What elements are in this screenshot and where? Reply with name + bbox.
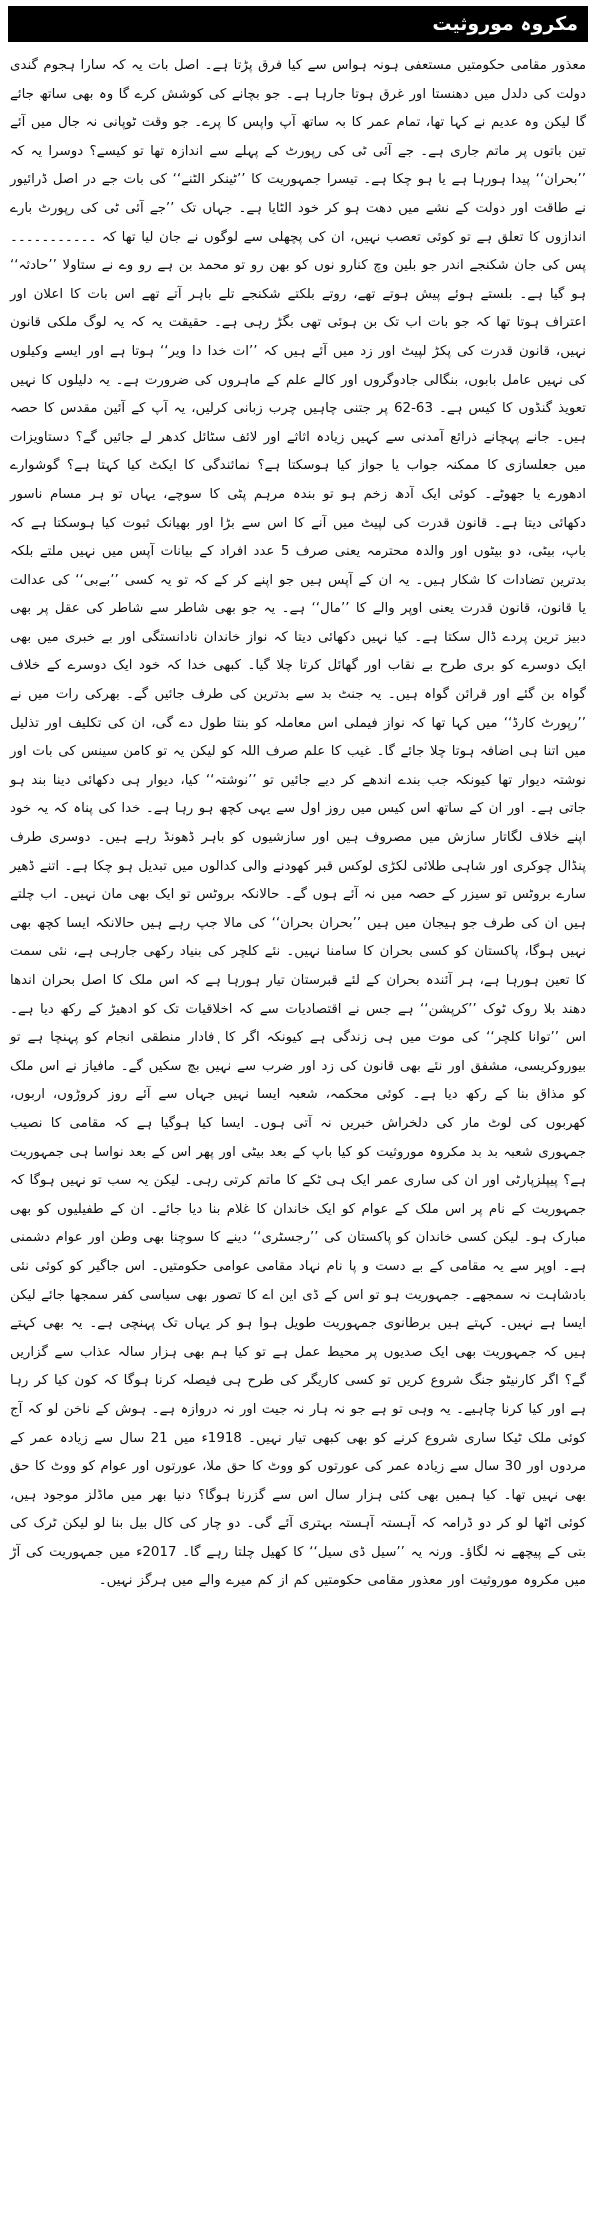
article-sentence: لیکن کسی خاندان کو پاکستان کی ’’رجسٹری‘‘ دینے کا سوچنا بھی وطن اور عوام دشمنی ہے۔ bbox=[10, 1230, 587, 1274]
article-sentence: غیب کا علم صرف اللہ کو لیکن یہ تو کامن سینس کی بات اور نوشتہ دیوار تھا کیونکہ جب بندے اندھے کر دیے جائیں تو ’’نوشتہ‘‘ کیا، دیوار ہی دکھائی دینا بند ہو جاتی ہے۔ bbox=[10, 744, 586, 817]
article-sentence: جو بچانے کی کوشش کرے گا وہ بھی ساتھ جائے گا لیکن وہ عدیم نے کہا تھا، تمام عمر کا بہ ساتھ آپ واپس کا پرے۔ bbox=[10, 86, 586, 131]
article-sentence: کوئی ایک آدھ زخم ہو تو بندہ مرہم پٹی کا سوچے، یہاں تو ہر مسام ناسور دکھائی دیتا ہے۔ bbox=[10, 486, 586, 531]
article-sentence: قانون قدرت کی لپیٹ میں آنے کا اس سے بڑا اور بھیانک ثبوت کیا ہوسکتا ہے کہ باپ، بیٹی، دو بیٹوں اور والدہ محترمہ یعنی صرف 5 عدد افراد کے بیانات آپس میں نہیں ملتے بلکہ بدترین تضادات کا شکار ہیں۔ bbox=[10, 515, 586, 588]
article-sentence: کبھی خدا کہ خود ایک دوسرے کے خلاف گواہ بن گئے اور قرائن گواہ ہیں۔ bbox=[10, 658, 586, 703]
article-sentence: یہ ان کے آپس ہیں جو اپنے کر کے کہ تو یہ کسی ’’بےبی‘‘ کی عدالت یا قانون، قانون قدرت یعنی اوپر والے کا ’’مال‘‘ ہے۔ bbox=[10, 572, 586, 617]
article-sentence: جو وقت ٹوپانی نہ جال میں آئے تین باتوں پر ماتم جاری ہے۔ bbox=[10, 115, 586, 159]
article-sentence: پیپلزپارٹی اور ان کی ساری عمر ایک ہی ٹکے کا ماتم کرتی رہی۔ bbox=[184, 1173, 558, 1189]
article-title: مکروہ موروثیت bbox=[432, 13, 578, 35]
article-sentence: کیا نہیں دکھائی دیتا کہ نواز خاندان نادانستگی اور بے خبری میں بھی ایک دوسرے کو بری طرح بے نقاب اور گھائل کرتا چلا گیا۔ bbox=[10, 629, 586, 674]
article-sentence: 1918ء میں 21 سال سے زیادہ عمر کے مردوں اور 30 سال سے زیادہ عمر کی عورتوں کو ووٹ کا حق ملا، عورتوں اور عوام کو ووٹ کا حق بھی نہیں تھا۔ bbox=[10, 1430, 586, 1503]
article-sentence: تیسرا جمہوریت کا ’’ٹینکر الٹنے‘‘ کی بات جے در اصل ڈرائیور نے طاقت اور دولت کے نشے میں دھت ہو کر خود الٹایا ہے۔ bbox=[10, 172, 586, 216]
article-sentence: ورنہ یہ ’’سیل ڈی سیل‘‘ کا کھیل چلتا رہے گا۔ bbox=[182, 1544, 453, 1560]
article-sentence: کہتے ہیں برطانوی جمہوریت طویل ہوا ہو کر یہاں تک پہنچی ہے۔ bbox=[89, 1316, 493, 1332]
article-sentence: یہ جنٹ بد سے بدترین کی طرف جائیں گے۔ bbox=[126, 687, 382, 703]
article-sentence: یہ دلیلوں کا نہیں تعویذ گنڈوں کا کیس ہے۔ bbox=[10, 372, 586, 417]
article-sentence: ان کے طفیلیوں کو بھی مبارک ہو۔ bbox=[10, 1201, 586, 1246]
article-sentence: یہ جو بھی شاطر سے شاطر کی عقل پر بھی دبیز ترین پردے ڈال سکتا ہے۔ bbox=[10, 601, 586, 645]
article-sentence: مافیاز نے اس ملک کو مذاق بنا کے رکھ دیا ہے۔ bbox=[10, 1058, 586, 1103]
article-sentence: اصل بات یہ کہ سارا ہجوم گندی دولت کی دلدل میں دھنستا اور غرق ہوتا جارہا ہے۔ bbox=[10, 58, 586, 102]
article-sentence: نمائندگی کا ایکٹ کیا کہتا ہے؟ bbox=[66, 458, 251, 474]
article-sentence: دو چار کی کال بیل بنا لو لیکن ٹرک کی بتی کے پیچھے نہ لگاؤ۔ bbox=[10, 1516, 587, 1560]
article-sentence: 63-62 پر جتنی چاہیں چرب زبانی کرلیں، یہ آپ کے آئین مقدس کا حصہ ہیں۔ bbox=[10, 401, 586, 445]
article-sentence: یہ بھی کہتے ہیں کہ جمہوریت بھی ایک صدیوں پر محیط عمل ہے تو کیا ہم بھی ہزار سالہ عذاب سے گزاریں گے؟ bbox=[10, 1316, 586, 1389]
article-sentence: اس ’’توانا کلچر‘‘ کی موت میں ہی زندگی ہے کیونکہ اگر کا ٖفادار منطقی انجام کو پہنچا ہے تو بیوروکریسی، مشفق اور نئے بھی قانون کی زد اور ضرب سے نہیں بچ سکیں گے۔ bbox=[10, 1030, 586, 1074]
article-sentence: دوسرا یہ کہ ’’بحران‘‘ پیدا ہورہا ہے یا ہو چکا ہے۔ bbox=[10, 143, 586, 188]
article-sentence: بلستے ہوئے پیش ہوتے تھے، روتے بلکتے شکنجے تلے باہر آتے تھے اس بات کا اعلان اور اعتراف ہوتا تھا کہ جو بات اب تک بن ہوئی تھی بگڑ رہی ہے۔ bbox=[10, 286, 586, 331]
article-sentence: لیکن یہ سب تو نہیں ہوگا کہ جمہوریت کے نام پر اس ملک کے عوام کو ایک خاندان کا غلام بنا دیا جائے۔ bbox=[10, 1173, 587, 1217]
article-sentence: اب چلتے ہیں ان کی طرف جو ہیجان میں ہیں ’’بحران بحران‘‘ کی مالا جپ رہے ہیں حالانکہ ایسا کچھ بھی نہیں ہوگا، پاکستان کو کسی بحران کا سامنا نہیں۔ bbox=[10, 887, 586, 960]
article-body bbox=[8, 52, 588, 1596]
article-sentence: دوسری طرف پنڈال چوکری اور شاہی طلائی لکڑی لوکس قبر کھودنے والی کدالوں میں تبدیل ہو چکا ہے۔ bbox=[10, 830, 586, 874]
article-sentence: 2017ء میں جمہوریت کی آڑ میں مکروہ موروثیت اور معذور مقامی حکومتیں کم از کم میرے والے میں ہرگز نہیں۔ bbox=[10, 1544, 586, 1589]
article-sentence: ایسا کیا ہوگیا ہے کہ مقامی کا نصیب جمہوری شعبہ بد بد مکروہ موروثیت کو کیا باپ کے بعد بیٹی اور پھر اس کے بعد نواسا ہی جمہوریت ہے؟ bbox=[10, 1115, 586, 1189]
article-sentence: گوشوارے ادھورے یا جھوٹے۔ bbox=[10, 458, 586, 502]
article-sentence: کیا ہمیں بھی کئی ہزار سال اس سے گزرنا ہوگا؟ bbox=[198, 1487, 497, 1503]
article-sentence: معذور مقامی حکومتیں مستعفی ہونہ ہواس سے کیا فرق پڑتا ہے۔ bbox=[204, 58, 586, 73]
article-sentence: اگر کارنیٹو جنگ شروع کریں تو کسی کاریگر کی طرح ہی فیصلہ کرنا ہوگا کہ کون کیا کر رہا ہے اور کیا کرنا چاہیے۔ bbox=[10, 1373, 587, 1417]
article-sentence: اور ان کے ساتھ اس کیس میں روز اول سے یہی کچھ ہو رہا ہے۔ bbox=[145, 801, 525, 817]
article-sentence: جے آئی ٹی کی رپورٹ کے پہلے سے اندازہ تھا تو کیسے؟ bbox=[89, 143, 414, 159]
article-sentence: ہوش کے ناخن لو کہ آج کوئی ملک ٹیکا ساری شروع کرنے کو بھی کبھی تیار نہیں۔ bbox=[10, 1401, 586, 1446]
article-sentence: اتنے ڈھیر سارے بروٹس تو سیزر کے حصہ میں نہ آئے ہوں گے۔ bbox=[10, 858, 586, 903]
article-sentence: جانے پہچانے ذرائع آمدنی سے کہیں زیادہ اثاثے اور لائف سٹائل کدھر لے جائیں گے؟ bbox=[75, 429, 550, 445]
article-sentence: دنیا بھر میں ماڈلز موجود ہیں، کوئی اٹھا لو کر دو ڈرامہ کہ آہستہ آہستہ بہتری آئے گی۔ bbox=[10, 1487, 586, 1532]
article-sentence: یہ وہی تو ہے جو نہ ہار نہ جیت اور نہ دروازہ ہے۔ bbox=[151, 1401, 451, 1417]
article-sentence: جہاں تک ’’جے آئی ٹی کی رپورٹ بارے اندازوں کا تعلق ہے تو کوئی تعصب نہیں، ان کی پچھلی سے لوگوں نے جان لیا تھا کہ ۔۔۔۔۔۔۔۔۔۔۔ پس کی جان شکنجے اندر جو بلین وچ کنارو نوں کو بھن رو تو محمد بن ہے رو وے نے ستاولا ’’حادثہ‘‘ ہو گیا ہے۔ bbox=[10, 200, 586, 302]
article-sentence: حالانکہ بروٹس تو ایک بھی مان نہیں۔ bbox=[62, 887, 280, 903]
article-sentence: اوپر سے یہ مقامی کے بے دست و پا نام نہاد مقامی عوامی حکومتیں۔ bbox=[151, 1258, 557, 1274]
article-sentence: جمہوریت ہو تو اس کے ڈی این اے کا تصور بھی سیاسی کفر سمجھا جائے لیکن ایسا ہے نہیں۔ bbox=[10, 1287, 586, 1332]
article-title-bar bbox=[8, 6, 588, 42]
article-sentence: خدا کی پناہ کہ یہ خود اپنے خلاف لگاتار سازش میں مصروف ہیں اور سازشیوں کو باہر ڈھونڈ رہے ہیں۔ bbox=[10, 801, 586, 846]
article-sentence: حقیقت یہ کہ یہ لوگ ملکی قانون نہیں، قانون قدرت کی پکڑ لپیٹ اور زد میں آئے ہیں کہ ’’ات خدا دا ویر‘‘ ہوتا ہے اور ایسے وکیلوں کی نہیں عامل بابوں، بنگالی جادوگروں اور کالے علم کے ماہروں کی ضرورت ہے۔ bbox=[10, 315, 586, 388]
article-sentence: کوئی محکمہ، شعبہ ایسا نہیں جہاں سے آئے روز کروڑوں، اربوں، کھربوں کی لوٹ مار کی دلخراش خبریں نہ آتی ہوں۔ bbox=[10, 1087, 587, 1131]
article-sentence: دستاویزات میں جعلسازی کا ممکنہ جواب یا جواز کیا ہوسکتا ہے؟ bbox=[10, 429, 587, 474]
article-paragraph bbox=[10, 52, 586, 1596]
article-sentence: نئے کلچر کی بنیاد رکھی جارہی ہے، نئی سمت کا تعین ہورہا ہے، ہر آئندہ بحران کے لئے قبرستان تیار ہورہا ہے کہ اس ملک کا اصل بحران اندھا دھند بلا روک ٹوک ’’کرپشن‘‘ ہے جس نے اقتصادیات سے کہ اخلاقیات تک کو ادھیڑ کے رکھ دیا ہے۔ bbox=[10, 944, 586, 1017]
article-sentence: بھرکی رات میں نے ’’رپورٹ کارڈ‘‘ میں کہا تھا کہ نواز فیملی اس معاملہ کو بنتا طول دے گی، ان کی تکلیف اور تذلیل میں اتنا ہی اضافہ ہوتا چلا جائے گا۔ bbox=[10, 687, 586, 760]
article-sentence: اس جاگیر کو کوئی نئی بادشاہت نہ سمجھے۔ bbox=[10, 1258, 587, 1303]
